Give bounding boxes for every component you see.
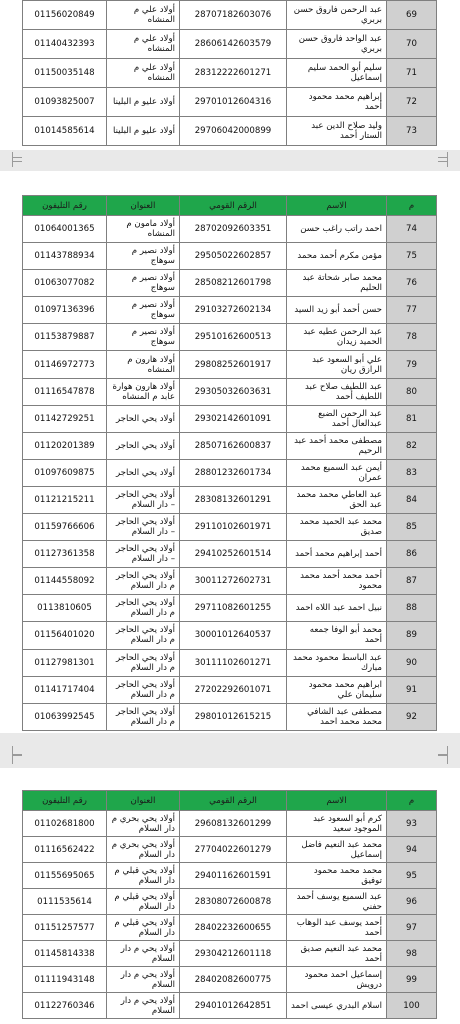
phone-cell: 01143788934 — [23, 243, 107, 270]
name-cell: حسن أحمد أبو زيد السيد — [287, 297, 387, 324]
national-id-cell: 29701012604316 — [180, 88, 287, 117]
name-cell: أيمن عبد السميع محمد عمران — [287, 459, 387, 486]
phone-cell: 01116547878 — [23, 378, 107, 405]
name-cell: عبد الرحمن الضبع عبدالعال أحمد — [287, 405, 387, 432]
table-row — [23, 459, 437, 486]
crop-mark — [12, 157, 22, 167]
phone-cell: 01063992545 — [23, 703, 107, 730]
national-id-cell: 29510162600513 — [180, 324, 287, 351]
national-id-cell: 29505022602857 — [180, 243, 287, 270]
row-number-cell: 69 — [387, 1, 437, 30]
national-id-cell: 29305032603631 — [180, 378, 287, 405]
row-number-cell: 77 — [387, 297, 437, 324]
row-number-cell: 91 — [387, 676, 437, 703]
row-number-cell: 88 — [387, 595, 437, 622]
address-cell: أولاد نصير م سوهاج — [107, 324, 180, 351]
row-number-cell: 81 — [387, 405, 437, 432]
phone-cell: 01144558092 — [23, 568, 107, 595]
table-row — [23, 811, 437, 837]
phone-cell: 01155695065 — [23, 863, 107, 889]
phone-cell: 01121215211 — [23, 486, 107, 513]
table-row — [23, 703, 437, 730]
name-cell: نبيل احمد عبد اللاه احمد — [287, 595, 387, 622]
phone-cell: 01140432393 — [23, 30, 107, 59]
table-row — [23, 88, 437, 117]
phone-cell: 01111943148 — [23, 967, 107, 993]
address-cell: أولاد يحي الحاجر م دار السلام — [107, 676, 180, 703]
crop-mark — [438, 754, 448, 764]
header-num: م — [387, 196, 437, 216]
national-id-cell: 28507162600837 — [180, 432, 287, 459]
name-cell: محمد عبد النعيم صديق أحمد — [287, 941, 387, 967]
table-row — [23, 216, 437, 243]
phone-cell: 01093825007 — [23, 88, 107, 117]
crop-mark — [12, 754, 22, 764]
phone-cell: 01102681800 — [23, 811, 107, 837]
address-cell: أولاد يحي الحاجر م دار السلام — [107, 568, 180, 595]
phone-cell: 01116562422 — [23, 837, 107, 863]
table-row — [23, 541, 437, 568]
address-cell: أولاد علي م المنشاه — [107, 59, 180, 88]
name-cell: عبد الواحد فاروق حسن بربري — [287, 30, 387, 59]
national-id-cell: 28308072600878 — [180, 889, 287, 915]
row-number-cell: 78 — [387, 324, 437, 351]
row-number-cell: 80 — [387, 378, 437, 405]
phone-cell: 01151257577 — [23, 915, 107, 941]
row-number-cell: 98 — [387, 941, 437, 967]
row-number-cell: 76 — [387, 270, 437, 297]
name-cell: علي أبو السعود عبد الرازق ريان — [287, 351, 387, 378]
address-cell: أولاد عليو م البلينا — [107, 88, 180, 117]
header-name: الاسم — [287, 196, 387, 216]
name-cell: مصطفى عبد الشافي محمد محمد احمد — [287, 703, 387, 730]
row-number-cell: 100 — [387, 993, 437, 1019]
phone-cell: 01145814338 — [23, 941, 107, 967]
national-id-cell: 30001012640537 — [180, 622, 287, 649]
table-row — [23, 270, 437, 297]
address-cell: أولاد هارون هوارة عابد م المنشاه — [107, 378, 180, 405]
row-number-cell: 94 — [387, 837, 437, 863]
table-row — [23, 915, 437, 941]
address-cell: أولاد يحي الحاجر — [107, 405, 180, 432]
national-id-cell: 29302142601091 — [180, 405, 287, 432]
table-row — [23, 432, 437, 459]
national-id-cell: 30011272602731 — [180, 568, 287, 595]
header-phone: رقم التليفون — [23, 196, 107, 216]
table-row — [23, 1, 437, 30]
row-number-cell: 85 — [387, 514, 437, 541]
phone-cell: 01159766606 — [23, 514, 107, 541]
row-number-cell: 71 — [387, 59, 437, 88]
national-id-cell: 29410252601514 — [180, 541, 287, 568]
name-cell: عبد الرحمن عطيه عبد الحميد زيدان — [287, 324, 387, 351]
header-national-id: الرقم القومي — [180, 196, 287, 216]
name-cell: عبد الباسط محمود محمد مبارك — [287, 649, 387, 676]
row-number-cell: 96 — [387, 889, 437, 915]
row-number-cell: 97 — [387, 915, 437, 941]
row-number-cell: 92 — [387, 703, 437, 730]
header-address: العنوان — [107, 791, 180, 811]
table-row — [23, 351, 437, 378]
address-cell: أولاد يحي الحاجر م دار السلام — [107, 703, 180, 730]
row-number-cell: 83 — [387, 459, 437, 486]
name-cell: عبد اللطيف صلاح عبد اللطيف أحمد — [287, 378, 387, 405]
table-row — [23, 59, 437, 88]
row-number-cell: 95 — [387, 863, 437, 889]
name-cell: اسلام البدري عيسى احمد — [287, 993, 387, 1019]
table-row — [23, 863, 437, 889]
national-id-cell: 28402082600775 — [180, 967, 287, 993]
national-id-cell: 28606142603579 — [180, 30, 287, 59]
address-cell: أولاد نصير م سوهاج — [107, 297, 180, 324]
name-cell: ابراهيم محمد محمود سليمان علي — [287, 676, 387, 703]
row-number-cell: 72 — [387, 88, 437, 117]
national-id-cell: 29304212601118 — [180, 941, 287, 967]
national-id-cell: 30111102601271 — [180, 649, 287, 676]
name-cell: إسماعيل احمد محمود درويش — [287, 967, 387, 993]
phone-cell: 01097136396 — [23, 297, 107, 324]
header-name: الاسم — [287, 791, 387, 811]
table-row — [23, 941, 437, 967]
name-cell: كرم أبو السعود عبد الموجود سعيد — [287, 811, 387, 837]
national-id-cell: 28508212601798 — [180, 270, 287, 297]
address-cell: أولاد يحي قبلي م دار السلام — [107, 889, 180, 915]
name-cell: أحمد يوسف عبد الوهاب أحمد — [287, 915, 387, 941]
address-cell: أولاد يحي م دار السلام — [107, 941, 180, 967]
national-id-cell: 29401012642851 — [180, 993, 287, 1019]
phone-cell: 01150035148 — [23, 59, 107, 88]
address-cell: أولاد يحي الحاجر م دار السلام — [107, 622, 180, 649]
address-cell: أولاد يحي الحاجر – دار السلام — [107, 514, 180, 541]
address-cell: أولاد يحي قبلي م دار السلام — [107, 915, 180, 941]
table-row — [23, 30, 437, 59]
address-cell: أولاد يحي الحاجر – دار السلام — [107, 486, 180, 513]
document-page-2 — [0, 171, 460, 733]
national-id-cell: 28702092603351 — [180, 216, 287, 243]
address-cell: أولاد علي م المنشاه — [107, 30, 180, 59]
address-cell: أولاد عليو م البلينا — [107, 117, 180, 146]
national-id-cell: 29608132601299 — [180, 811, 287, 837]
national-id-cell: 29401162601591 — [180, 863, 287, 889]
row-number-cell: 84 — [387, 486, 437, 513]
phone-cell: 01127981301 — [23, 649, 107, 676]
address-cell: أولاد نصير م سوهاج — [107, 243, 180, 270]
table-row — [23, 117, 437, 146]
national-id-cell: 29706042000899 — [180, 117, 287, 146]
row-number-cell: 90 — [387, 649, 437, 676]
address-cell: أولاد يحي الحاجر م دار السلام — [107, 649, 180, 676]
row-number-cell: 87 — [387, 568, 437, 595]
header-phone: رقم التليفون — [23, 791, 107, 811]
address-cell: أولاد يحي م دار السلام — [107, 967, 180, 993]
name-cell: محمد أبو الوفا جمعه أحمد — [287, 622, 387, 649]
address-cell: أولاد مامون م المنشاه — [107, 216, 180, 243]
phone-cell: 01156401020 — [23, 622, 107, 649]
header-national-id: الرقم القومي — [180, 791, 287, 811]
name-cell: عبد السميع يوسف أحمد حفني — [287, 889, 387, 915]
address-cell: أولاد يحي الحاجر — [107, 459, 180, 486]
name-cell: وليد صلاح الدين عبد الستار أحمد — [287, 117, 387, 146]
address-cell: أولاد يحي بحري م دار السلام — [107, 811, 180, 837]
address-cell: أولاد يحي بحري م دار السلام — [107, 837, 180, 863]
beneficiaries-table-page-1 — [22, 0, 437, 146]
table-row — [23, 243, 437, 270]
phone-cell: 01063077082 — [23, 270, 107, 297]
address-cell: أولاد يحي قبلي م دار السلام — [107, 863, 180, 889]
address-cell: أولاد نصير م سوهاج — [107, 270, 180, 297]
table-row — [23, 837, 437, 863]
name-cell: محمد صابر شحاتة عبد الحليم — [287, 270, 387, 297]
phone-cell: 0111535614 — [23, 889, 107, 915]
table-row — [23, 297, 437, 324]
national-id-cell: 29110102601971 — [180, 514, 287, 541]
phone-cell: 01153879887 — [23, 324, 107, 351]
national-id-cell: 28707182603076 — [180, 1, 287, 30]
row-number-cell: 99 — [387, 967, 437, 993]
phone-cell: 01156020849 — [23, 1, 107, 30]
row-number-cell: 79 — [387, 351, 437, 378]
row-number-cell: 73 — [387, 117, 437, 146]
name-cell: عبد الرحمن فاروق حسن بربري — [287, 1, 387, 30]
table-row — [23, 622, 437, 649]
phone-cell: 01064001365 — [23, 216, 107, 243]
national-id-cell: 29103272602134 — [180, 297, 287, 324]
phone-cell: 01127361358 — [23, 541, 107, 568]
address-cell: أولاد يحي م دار السلام — [107, 993, 180, 1019]
table-row — [23, 993, 437, 1019]
name-cell: أحمد إبراهيم محمد أحمد — [287, 541, 387, 568]
national-id-cell: 28312222601271 — [180, 59, 287, 88]
beneficiaries-table-page-2 — [22, 195, 437, 731]
national-id-cell: 29801012615215 — [180, 703, 287, 730]
table-row — [23, 378, 437, 405]
row-number-cell: 89 — [387, 622, 437, 649]
national-id-cell: 29711082601255 — [180, 595, 287, 622]
header-num: م — [387, 791, 437, 811]
table-row — [23, 649, 437, 676]
address-cell: أولاد يحي الحاجر – دار السلام — [107, 541, 180, 568]
address-cell: أولاد يحي الحاجر م دار السلام — [107, 595, 180, 622]
table-header-row — [23, 196, 437, 216]
phone-cell: 01122760346 — [23, 993, 107, 1019]
national-id-cell: 28402232600655 — [180, 915, 287, 941]
name-cell: احمد راتب راغب حسن — [287, 216, 387, 243]
national-id-cell: 27704022601279 — [180, 837, 287, 863]
national-id-cell: 28308132601291 — [180, 486, 287, 513]
phone-cell: 01142729251 — [23, 405, 107, 432]
national-id-cell: 27202292601071 — [180, 676, 287, 703]
beneficiaries-table-page-3 — [22, 790, 437, 1019]
phone-cell: 01120201389 — [23, 432, 107, 459]
national-id-cell: 28801232601734 — [180, 459, 287, 486]
address-cell: أولاد يحي الحاجر — [107, 432, 180, 459]
name-cell: محمد محمد محمود توفيق — [287, 863, 387, 889]
name-cell: مصطفى محمد أحمد عبد الرحيم — [287, 432, 387, 459]
phone-cell: 0113810605 — [23, 595, 107, 622]
crop-mark — [438, 157, 448, 167]
name-cell: عبد العاطي محمد محمد عبد الحق — [287, 486, 387, 513]
row-number-cell: 93 — [387, 811, 437, 837]
table-row — [23, 889, 437, 915]
document-page-3 — [0, 768, 460, 1024]
phone-cell: 01141717404 — [23, 676, 107, 703]
table-header-row — [23, 791, 437, 811]
row-number-cell: 86 — [387, 541, 437, 568]
name-cell: سليم أبو الحمد سليم إسماعيل — [287, 59, 387, 88]
row-number-cell: 70 — [387, 30, 437, 59]
header-address: العنوان — [107, 196, 180, 216]
table-row — [23, 967, 437, 993]
row-number-cell: 75 — [387, 243, 437, 270]
table-row — [23, 676, 437, 703]
name-cell: مؤمن مكرم أحمد محمد — [287, 243, 387, 270]
address-cell: أولاد علي م المنشاه — [107, 1, 180, 30]
table-row — [23, 405, 437, 432]
name-cell: محمد عبد النعيم فاضل إسماعيل — [287, 837, 387, 863]
table-row — [23, 514, 437, 541]
row-number-cell: 82 — [387, 432, 437, 459]
address-cell: أولاد هارون م المنشاه — [107, 351, 180, 378]
table-row — [23, 486, 437, 513]
document-page-1 — [0, 0, 460, 150]
table-row — [23, 568, 437, 595]
table-row — [23, 595, 437, 622]
phone-cell: 01097609875 — [23, 459, 107, 486]
row-number-cell: 74 — [387, 216, 437, 243]
phone-cell: 01014585614 — [23, 117, 107, 146]
name-cell: إبراهيم محمد محمود أحمد — [287, 88, 387, 117]
name-cell: أحمد محمد أحمد محمد محمود — [287, 568, 387, 595]
name-cell: محمد عبد الحميد محمد صديق — [287, 514, 387, 541]
table-row — [23, 324, 437, 351]
phone-cell: 01146972773 — [23, 351, 107, 378]
national-id-cell: 29808252601917 — [180, 351, 287, 378]
